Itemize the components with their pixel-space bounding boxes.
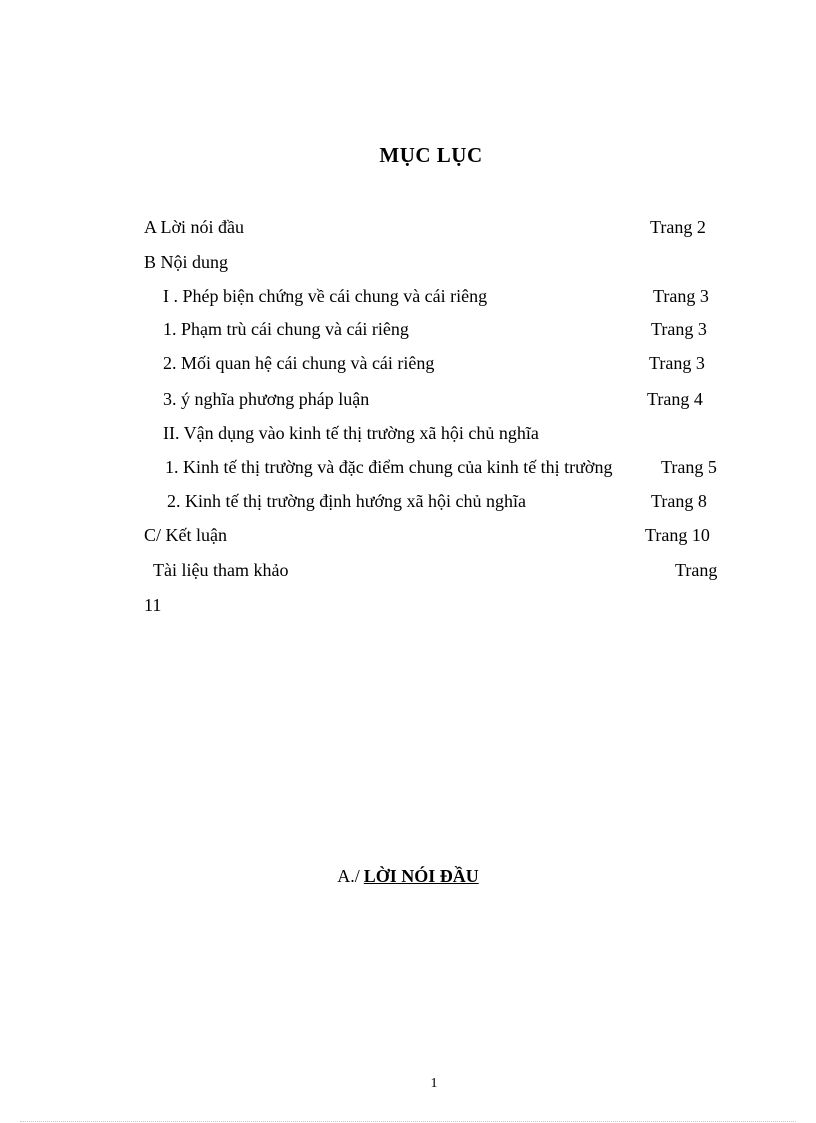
toc-entry-label: 1. Phạm trù cái chung và cái riêng bbox=[163, 319, 409, 339]
section-prefix: A./ bbox=[337, 866, 360, 886]
toc-entry-label: I . Phép biện chứng về cái chung và cái riêng bbox=[163, 286, 488, 306]
toc-entry-label: 2. Mối quan hệ cái chung và cái riêng bbox=[163, 353, 435, 373]
toc-entry-label: II. Vận dụng vào kinh tế thị trường xã hội chủ nghĩa bbox=[163, 423, 539, 443]
toc-entry-page: Trang 2 bbox=[650, 217, 706, 237]
toc-entry-page: Trang 3 bbox=[653, 286, 709, 306]
toc-entry-page: Trang 3 bbox=[651, 319, 707, 339]
section-title: LỜI NÓI ĐẦU bbox=[363, 866, 479, 886]
toc-entry-label: Tài liệu tham khảo bbox=[153, 560, 289, 580]
toc-entry-label: 3. ý nghĩa phương pháp luận bbox=[163, 389, 370, 409]
toc-entry-page: Trang 5 bbox=[661, 457, 717, 477]
page-number: 1 bbox=[430, 1076, 438, 1091]
toc-entry-label: A Lời nói đầu bbox=[144, 217, 245, 237]
toc-entry-page: Trang 3 bbox=[649, 353, 705, 373]
section-heading bbox=[0, 866, 816, 887]
toc-entry-label: B Nội dung bbox=[144, 252, 229, 272]
toc-entry-label: 1. Kinh tế thị trường và đặc điểm chung của kinh tế thị trường bbox=[165, 457, 613, 477]
toc-title: MỤC LỤC bbox=[379, 143, 483, 167]
toc-entry-label: 11 bbox=[144, 595, 162, 615]
toc-entry-label: 2. Kinh tế thị trường định hướng xã hội chủ nghĩa bbox=[167, 491, 527, 511]
toc-entry-page: Trang 8 bbox=[651, 491, 707, 511]
toc-entry-label: C/ Kết luận bbox=[144, 525, 227, 545]
page-break-divider bbox=[20, 1121, 796, 1122]
toc-entry-page: Trang 10 bbox=[645, 525, 710, 545]
toc-entry-page: Trang 4 bbox=[647, 389, 703, 409]
toc-entry-page: Trang bbox=[675, 560, 718, 580]
